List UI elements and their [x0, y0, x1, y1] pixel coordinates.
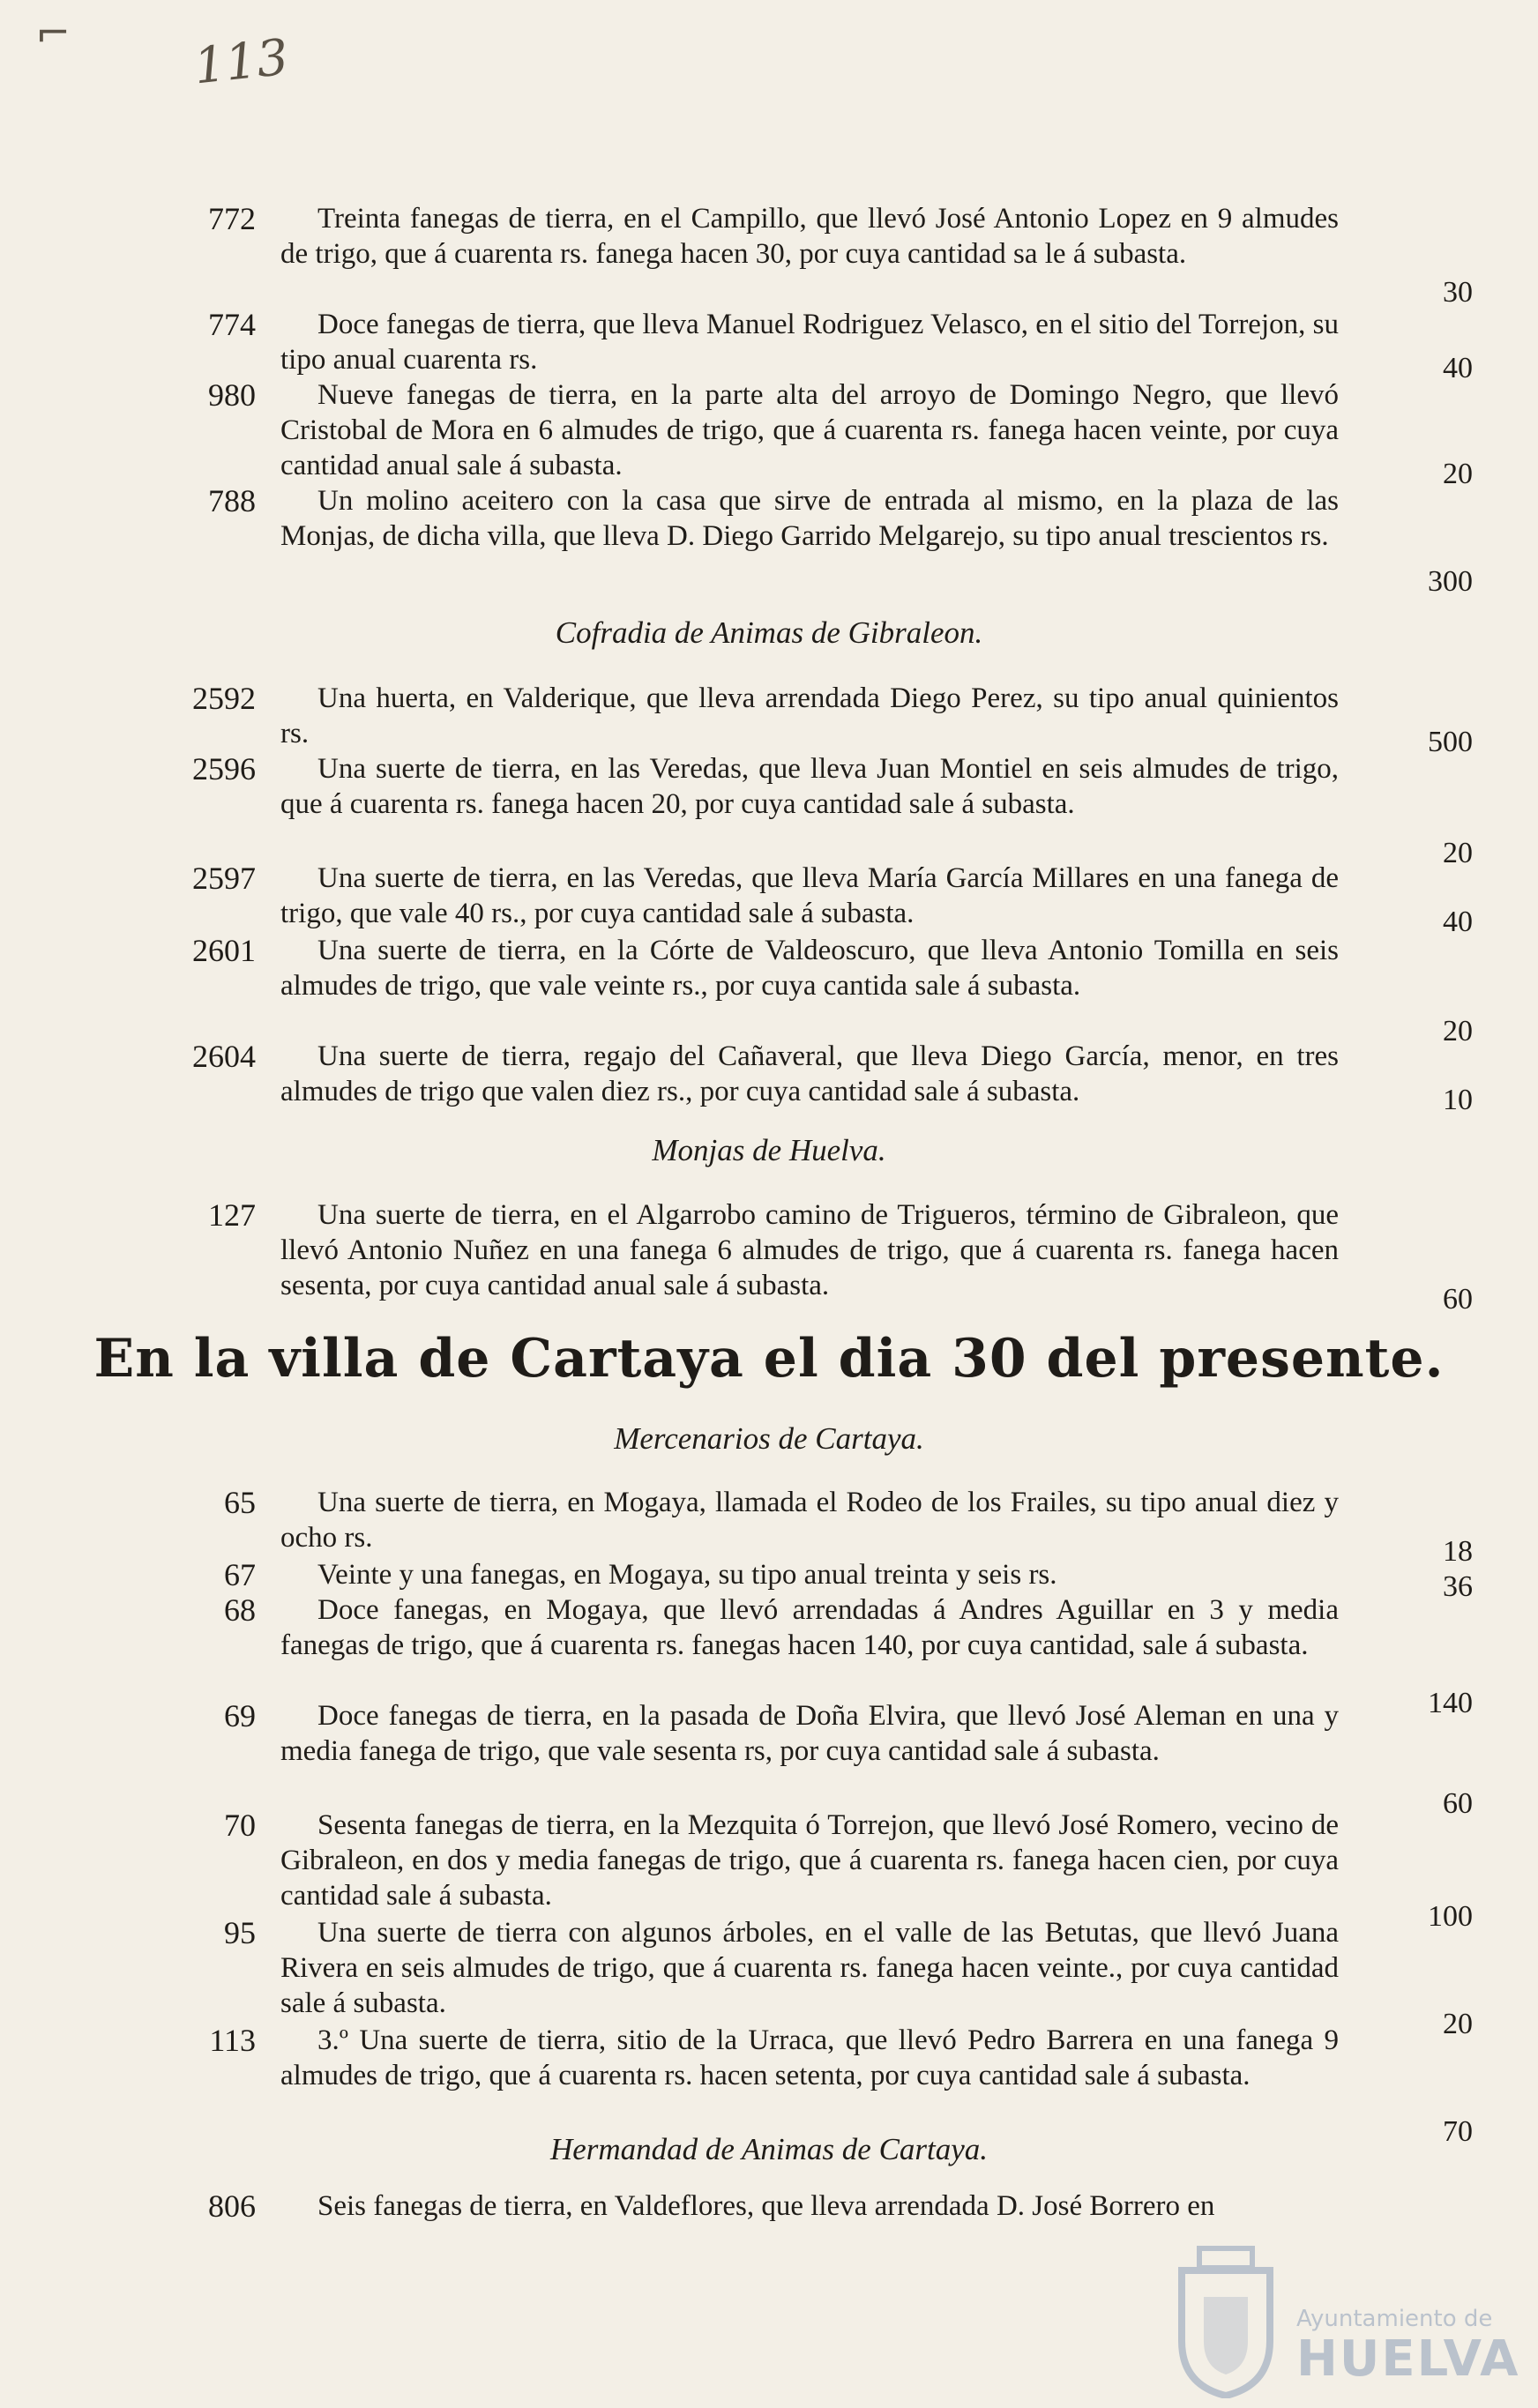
entry-number: 772 [208, 201, 256, 236]
entry-value: 70 [1443, 2115, 1473, 2148]
entry-number: 2601 [192, 933, 256, 968]
entry-value: 40 [1443, 352, 1473, 384]
entry-number: 2604 [192, 1039, 256, 1074]
entry-text: Una suerte de tierra, en el Algarrobo camino de Trigueros, término de Gibraleon, que llevó Antonio Nuñez en una fanega 6 almudes de trigo, que á cuarenta rs. fanega hacen sesenta, por cuya cantidad anual sale á subasta. [280, 1199, 1339, 1301]
entry-text: Una suerte de tierra, regajo del Cañaveral, que lleva Diego García, menor, en tres almudes de trigo que valen diez rs., por cuya cantidad sale á subasta. [280, 1040, 1339, 1107]
entry-value: 60 [1443, 1787, 1473, 1820]
entry-value: 60 [1443, 1283, 1473, 1316]
entry-value: 300 [1428, 565, 1473, 598]
entry-number: 806 [208, 2188, 256, 2224]
entry-value: 20 [1443, 1015, 1473, 1047]
entry-value: 20 [1443, 458, 1473, 490]
entry-number: 774 [208, 307, 256, 342]
entry-text: Una huerta, en Valderique, que lleva arrendada Diego Perez, su tipo anual quinientos rs. [280, 682, 1339, 749]
entry-text: Una suerte de tierra, en las Veredas, que lleva Juan Montiel en seis almudes de trigo, que á cuarenta rs. fanega hacen 20, por cuya cantidad sale á subasta. [280, 753, 1339, 820]
entry-value: 140 [1428, 1687, 1473, 1719]
watermark-line1: Ayuntamiento de [1296, 2306, 1493, 2332]
entry-number: 67 [224, 1557, 256, 1592]
entry-number: 70 [224, 1808, 256, 1843]
section-heading: Cofradia de Animas de Gibraleon. [555, 615, 983, 650]
entry-text: Veinte y una fanegas, en Mogaya, su tipo anual treinta y seis rs. [317, 1559, 1057, 1591]
entry-value: 500 [1428, 726, 1473, 758]
entry-number: 68 [224, 1592, 256, 1628]
entry-text: Una suerte de tierra, en la Córte de Valdeoscuro, que lleva Antonio Tomilla en seis almudes de trigo, que vale veinte rs., por cuya cantida sale á subasta. [280, 935, 1339, 1002]
entry-number: 980 [208, 377, 256, 413]
entry-number: 2596 [192, 751, 256, 787]
entry-value: 36 [1443, 1570, 1473, 1603]
entry-value: 20 [1443, 837, 1473, 869]
entry-text: Una suerte de tierra, en las Veredas, que lleva María García Millares en una fanega de trigo, que vale 40 rs., por cuya cantidad sale á subasta. [280, 862, 1339, 929]
entry-number: 127 [208, 1197, 256, 1233]
section-heading: Mercenarios de Cartaya. [614, 1421, 924, 1456]
entry-value: 10 [1443, 1084, 1473, 1116]
corner-mark: ⌐ [35, 9, 71, 58]
entry-text: Doce fanegas de tierra, que lleva Manuel Rodriguez Velasco, en el sitio del Torrejon, su tipo anual cuarenta rs. [280, 309, 1339, 376]
entry-number: 2597 [192, 861, 256, 896]
entry-number: 95 [224, 1915, 256, 1950]
page-number: 113 [190, 28, 291, 96]
crest-icon [1164, 2244, 1288, 2398]
watermark-logo [1164, 2235, 1520, 2403]
entry-text: 3.º Una suerte de tierra, sitio de la Urraca, que llevó Pedro Barrera en una fanega 9 almudes de trigo, que á cuarenta rs. hacen setenta, por cuya cantidad sale á subasta. [280, 2024, 1339, 2091]
entry-text: Seis fanegas de tierra, en Valdeflores, que lleva arrendada D. José Borrero en [317, 2190, 1215, 2222]
entry-number: 113 [209, 2023, 256, 2058]
headline: En la villa de Cartaya el dia 30 del presente. [93, 1328, 1445, 1390]
entry-value: 18 [1443, 1535, 1473, 1568]
entry-number: 69 [224, 1698, 256, 1733]
watermark-line2: HUELVA [1296, 2330, 1520, 2388]
entry-number: 65 [224, 1485, 256, 1520]
entry-value: 40 [1443, 906, 1473, 938]
entry-text: Una suerte de tierra, en Mogaya, llamada el Rodeo de los Frailes, su tipo anual diez y ocho rs. [280, 1487, 1339, 1554]
entry-text: Doce fanegas, en Mogaya, que llevó arrendadas á Andres Aguillar en 3 y media fanegas de trigo, que á cuarenta rs. fanegas hacen 140, por cuya cantidad, sale á subasta. [280, 1594, 1339, 1661]
entry-text: Un molino aceitero con la casa que sirve de entrada al mismo, en la plaza de las Monjas, de dicha villa, que lleva D. Diego Garrido Melgarejo, su tipo anual trescientos rs. [280, 485, 1339, 552]
entry-text: Nueve fanegas de tierra, en la parte alta del arroyo de Domingo Negro, que llevó Cristobal de Mora en 6 almudes de trigo, que á cuarenta rs. fanega hacen veinte, por cuya cantidad anual sale á subasta. [280, 379, 1339, 481]
entry-text: Sesenta fanegas de tierra, en la Mezquita ó Torrejon, que llevó José Romero, vecino de Gibraleon, en dos y media fanegas de trigo, que á cuarenta rs. fanega hacen cien, por cuya cantidad sale á subasta. [280, 1809, 1339, 1912]
entry-text: Treinta fanegas de tierra, en el Campillo, que llevó José Antonio Lopez en 9 almudes de trigo, que á cuarenta rs. fanega hacen 30, por cuya cantidad sa le á subasta. [280, 203, 1339, 270]
section-heading: Monjas de Huelva. [652, 1133, 886, 1167]
entry-text: Doce fanegas de tierra, en la pasada de Doña Elvira, que llevó José Aleman en una y media fanega de trigo, que vale sesenta rs, por cuya cantidad sale á subasta. [280, 1700, 1339, 1767]
entry-number: 2592 [192, 681, 256, 716]
entry-number: 788 [208, 483, 256, 518]
entry-value: 20 [1443, 2008, 1473, 2040]
entry-value: 30 [1443, 276, 1473, 309]
section-heading: Hermandad de Animas de Cartaya. [549, 2132, 989, 2166]
entry-value: 100 [1428, 1900, 1473, 1933]
entry-text: Una suerte de tierra con algunos árboles, en el valle de las Betutas, que llevó Juana Rivera en seis almudes de trigo, que á cuarenta rs. fanega hacen veinte., por cuya cantidad sale á subasta. [280, 1917, 1339, 2019]
